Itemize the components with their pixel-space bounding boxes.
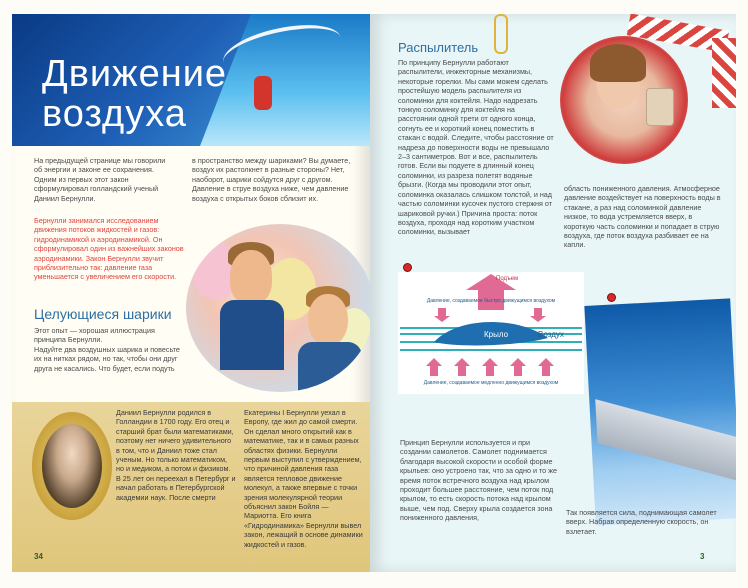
- page-number-right: 3: [700, 552, 705, 561]
- sprayer-paragraph: По принципу Бернулли работают распылители, инжекторные механизмы, некоторые горелки. Мы сами можем сделать простейшую модель распылителя из соломинки для коктейля. Надо надрезать тонкую соломинку для коктейля на расстоянии одной трети от одного конца, согнуть ее и короткий конец поместить в стакан с водой. Следите, чтобы расстояние от надреза до поверхности воды не превышало 2–3 сантиметров. Вот и все, распылитель готов. Если вы подуете в длинный конец соломинки, из разреза полетят водяные брызги. (Когда мы проводили этот опыт, соломинка оказалась слишком толстой, и над частью соломинки кусочек пустого стержня от шариковой ручки.) Причина проста: поток воздуха, проходя над коротким участком соломинки, вызывает: [398, 58, 554, 237]
- biography-col1: Даниил Бернулли родился в Голландии в 1700 году. Его отец и старший брат были математиками, поэтому нет ничего удивительного в том, что и Даниил тоже стал ученым. Но только математиком, но и медиком, а потом и физиком. В 25 лет он переехал в Петербург и начал работать в Петербургской академии наук. После смерти: [116, 408, 236, 502]
- page-title: Движение воздуха: [42, 53, 228, 135]
- diagram-bottom-label: Давление, создаваемое медленно движущимся воздухом: [423, 380, 559, 386]
- section-heading-balloons: Целующиеся шарики: [34, 306, 172, 322]
- glass-of-water: [646, 88, 674, 126]
- page-number-left: 34: [34, 552, 43, 561]
- balloons-paragraph: Этот опыт — хорошая иллюстрация принципа Бернулли. Надуйте два воздушных шарика и повесьте их на нитках рядом, но так, чтобы они друг друга не касались. Что будет, если подуть: [34, 326, 180, 373]
- section-heading-sprayer: Распылитель: [398, 40, 479, 55]
- diagram-lift-label: Подъем: [496, 276, 519, 282]
- stamp-stripe-side: [712, 38, 736, 108]
- bernoulli-portrait: [42, 424, 102, 508]
- intro-paragraph: На предыдущей странице мы говорили об энергии и законе ее сохранения. Одним из первых этот закон сформулировал голландский ученый Даниил Бернулли.: [34, 156, 166, 203]
- bottom-pressure-arrows: [426, 358, 554, 376]
- pilot-figure: [254, 76, 272, 110]
- airplane-wing-photo: [584, 298, 736, 525]
- paperclip-icon: [494, 14, 508, 54]
- boy-shirt: [220, 300, 284, 370]
- boy-face: [230, 250, 272, 304]
- diagram-air-label: Воздух: [538, 330, 564, 339]
- sprayer-continued-paragraph: область пониженного давления. Атмосферное давление воздействует на поверхность воды в стакане, а раз над соломинкой давление низкое, то вода устремляется вверх, в короткую часть соломинки и попадает в струю воздуха, где поток воздуха разбивает ее на капли.: [564, 184, 721, 250]
- biography-col2: Екатерины I Бернулли уехал в Европу, где жил до самой смерти. Он сделал много открытий как в математике, так и в самых разных областях физики. Бернулли первым выступил с утверждением, что причиной давления газа является тепловое движение молекул, а также впервые с точки зрения молекулярной теории объяснил закон Бойля — Мариотта. Его книга «Гидродинамика» Бернулли вывел закон, лежащий в основе динамики жидкостей и газов.: [244, 408, 363, 549]
- airplane-wing: [595, 399, 736, 484]
- boy2-shirt: [298, 342, 362, 392]
- diagram-wing-label: Крыло: [484, 330, 509, 339]
- pushpin-icon: [404, 264, 411, 271]
- girl-hair: [590, 44, 646, 82]
- boy2-face: [308, 294, 348, 346]
- kids-balloons-photo: [186, 224, 370, 392]
- left-page: [12, 14, 370, 572]
- top-pressure-arrows: [434, 308, 546, 322]
- diagram-top-label: Давление, создаваемое быстро движущимся воздухом: [426, 298, 556, 304]
- pushpin-icon: [608, 294, 615, 301]
- girl-straw-photo: [560, 36, 688, 164]
- right-page: [370, 14, 736, 572]
- balloons-continued-paragraph: в пространство между шариками? Вы думаете, воздух их растолкнет в разные стороны? Нет, наоборот, шарики сойдутся друг с другом. Давление в струе воздуха ниже, чем давление воздуха с открытых боков сблизит их.: [192, 156, 351, 203]
- airplane-caption: Так появляется сила, поднимающая самолет вверх. Набрав определенную скорость, он взлетает.: [566, 508, 717, 536]
- bernoulli-law-paragraph: Бернулли занимался исследованием движения потоков жидкостей и газов: гидродинамикой и аэродинамикой. Он сформулировал один из важнейших законов аэродинамики. Закон Бернулли звучит приблизительно так: давление газа уменьшается с увеличением его скорости.: [34, 216, 184, 282]
- wing-diagram: [398, 272, 584, 394]
- airplane-paragraph: Принцип Бернулли используется и при создании самолетов. Самолет поднимается благодаря высокой скорости и особой форме крыльев: оно устроено так, что за одно и то же время поток встречного воздуха над крылом проходит большее расстояние, чем поток под крылом, то есть скорость потока над крылом выше, чем под. Сверху крыла создается зона пониженного давления,: [400, 438, 557, 523]
